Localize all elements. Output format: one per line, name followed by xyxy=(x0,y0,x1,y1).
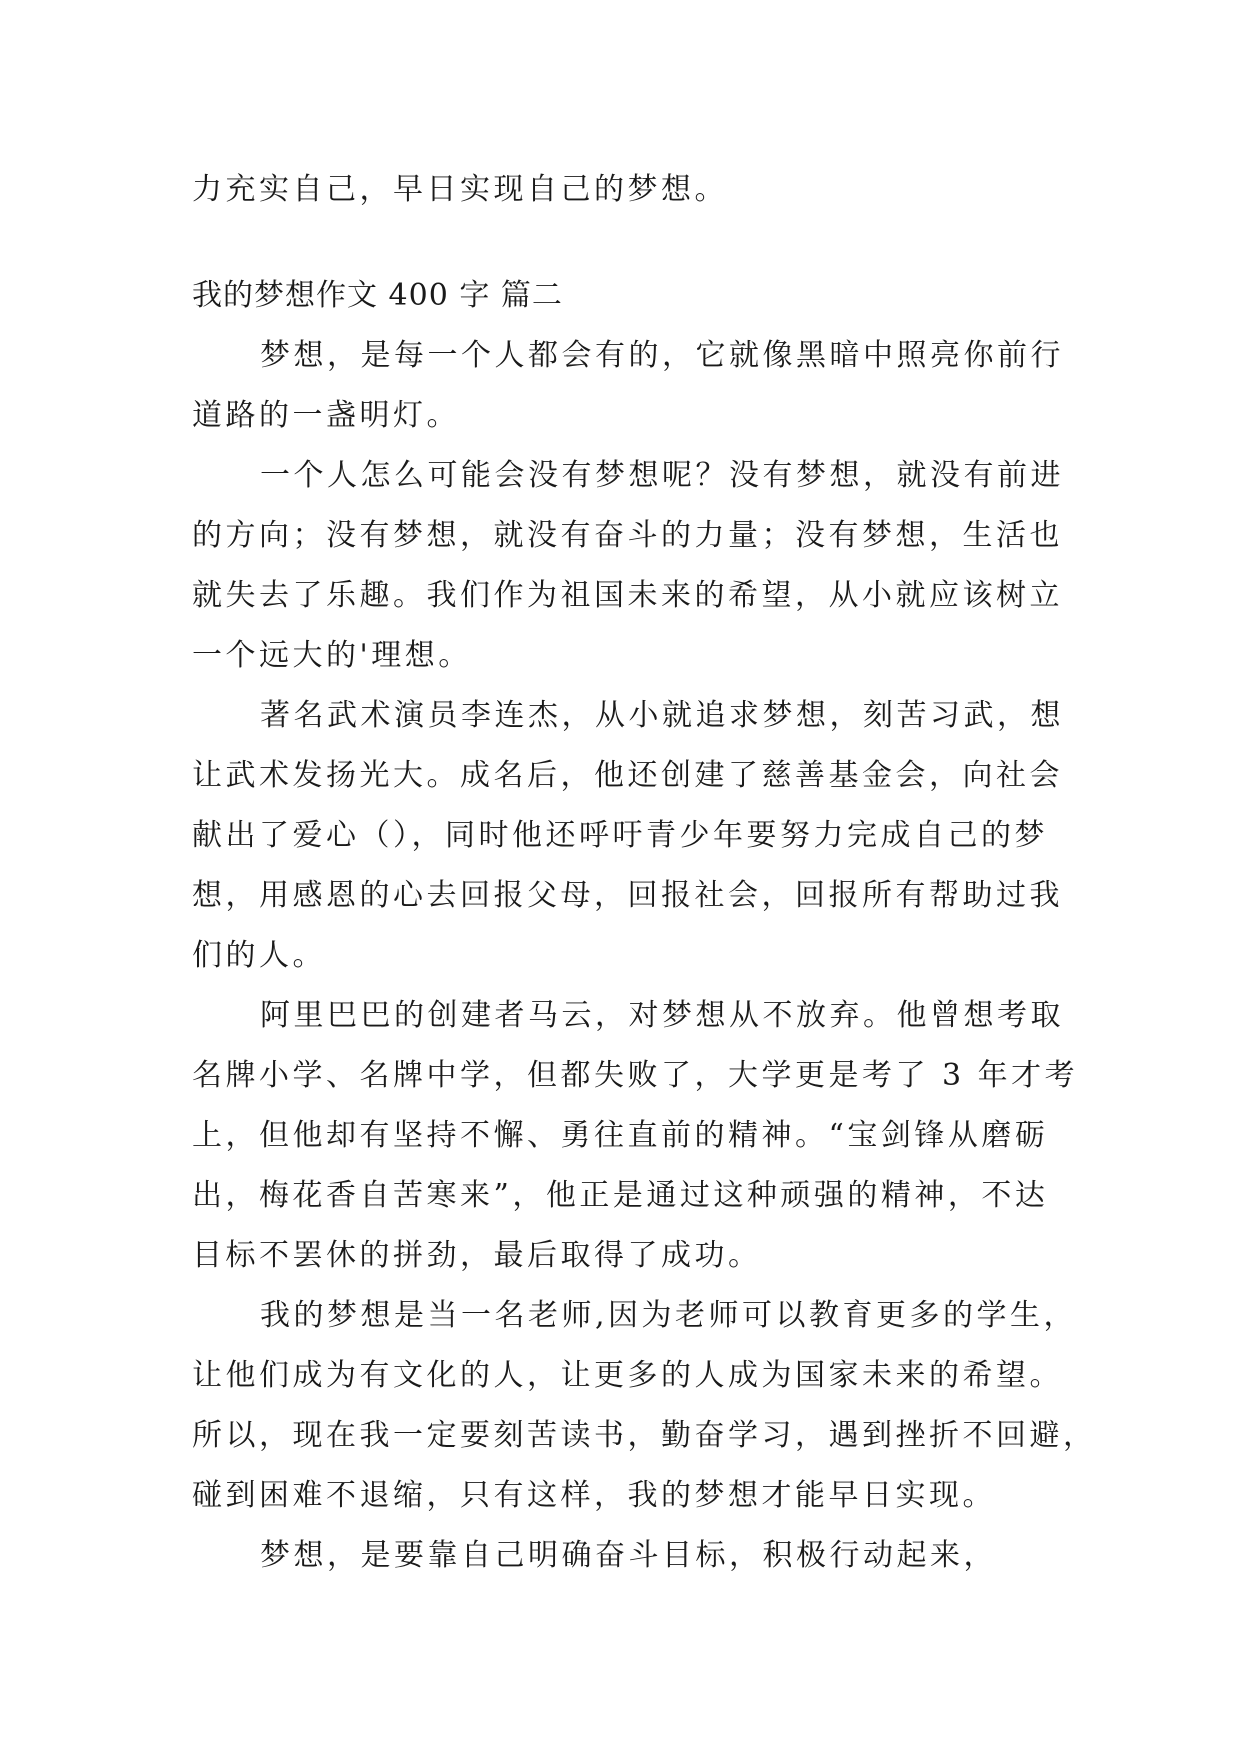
paragraph-line: 的方向；没有梦想，就没有奋斗的力量；没有梦想，生活也 xyxy=(192,518,1063,553)
paragraph-line: 一个人怎么可能会没有梦想呢？没有梦想，就没有前进 xyxy=(260,458,1064,493)
paragraph-line: 就失去了乐趣。我们作为祖国未来的希望，从小就应该树立 xyxy=(192,578,1063,613)
paragraph-line: 想，用感恩的心去回报父母，回报社会，回报所有帮助过我 xyxy=(192,878,1063,913)
paragraph-line: 让他们成为有文化的人，让更多的人成为国家未来的希望。 xyxy=(192,1358,1063,1393)
paragraph-line: 名牌小学、名牌中学，但都失败了，大学更是考了 3 年才考 xyxy=(192,1058,1079,1093)
section-gap xyxy=(192,220,1062,266)
paragraph-line: 让武术发扬光大。成名后，他还创建了慈善基金会，向社会 xyxy=(192,758,1063,793)
document-body xyxy=(192,160,1097,1586)
paragraph-line: 阿里巴巴的创建者马云，对梦想从不放弃。他曾想考取 xyxy=(260,998,1064,1033)
paragraph xyxy=(192,1526,1062,1586)
paragraph-line: 上，但他却有坚持不懈、勇往直前的精神。“宝剑锋从磨砺 xyxy=(192,1118,1049,1153)
paragraph-line: 们的人。 xyxy=(192,938,326,973)
paragraph xyxy=(192,326,1062,446)
paragraph-line: 著名武术演员李连杰，从小就追求梦想，刻苦习武，想 xyxy=(260,698,1064,733)
carryover-line: 力充实自己，早日实现自己的梦想。 xyxy=(192,172,728,207)
paragraph-line: 出，梅花香自苦寒来”，他正是通过这种顽强的精神，不达 xyxy=(192,1178,1049,1213)
paragraph-line: 献出了爱心（），同时他还呼吁青少年要努力完成自己的梦 xyxy=(192,818,1048,853)
paragraph-line: 道路的一盏明灯。 xyxy=(192,398,460,433)
paragraph-line: 目标不罢休的拼劲，最后取得了成功。 xyxy=(192,1238,762,1273)
paragraph-line: 一个远大的'理想。 xyxy=(192,638,472,673)
paragraph-line: 梦想，是要靠自己明确奋斗目标，积极行动起来， xyxy=(260,1538,997,1573)
paragraph xyxy=(192,1286,1097,1526)
paragraph xyxy=(192,446,1062,686)
paragraph-line: 梦想，是每一个人都会有的，它就像黑暗中照亮你前行 xyxy=(260,338,1064,373)
paragraph xyxy=(192,986,1079,1286)
paragraph-line: 我的梦想是当一名老师,因为老师可以教育更多的学生， xyxy=(260,1298,1078,1333)
paragraph-line: 碰到困难不退缩，只有这样，我的梦想才能早日实现。 xyxy=(192,1478,996,1513)
paragraph xyxy=(192,686,1062,986)
section-heading: 我的梦想作文 400 字 篇二 xyxy=(192,278,563,313)
paragraph-line: 所以，现在我一定要刻苦读书，勤奋学习，遇到挫折不回避， xyxy=(192,1418,1097,1453)
